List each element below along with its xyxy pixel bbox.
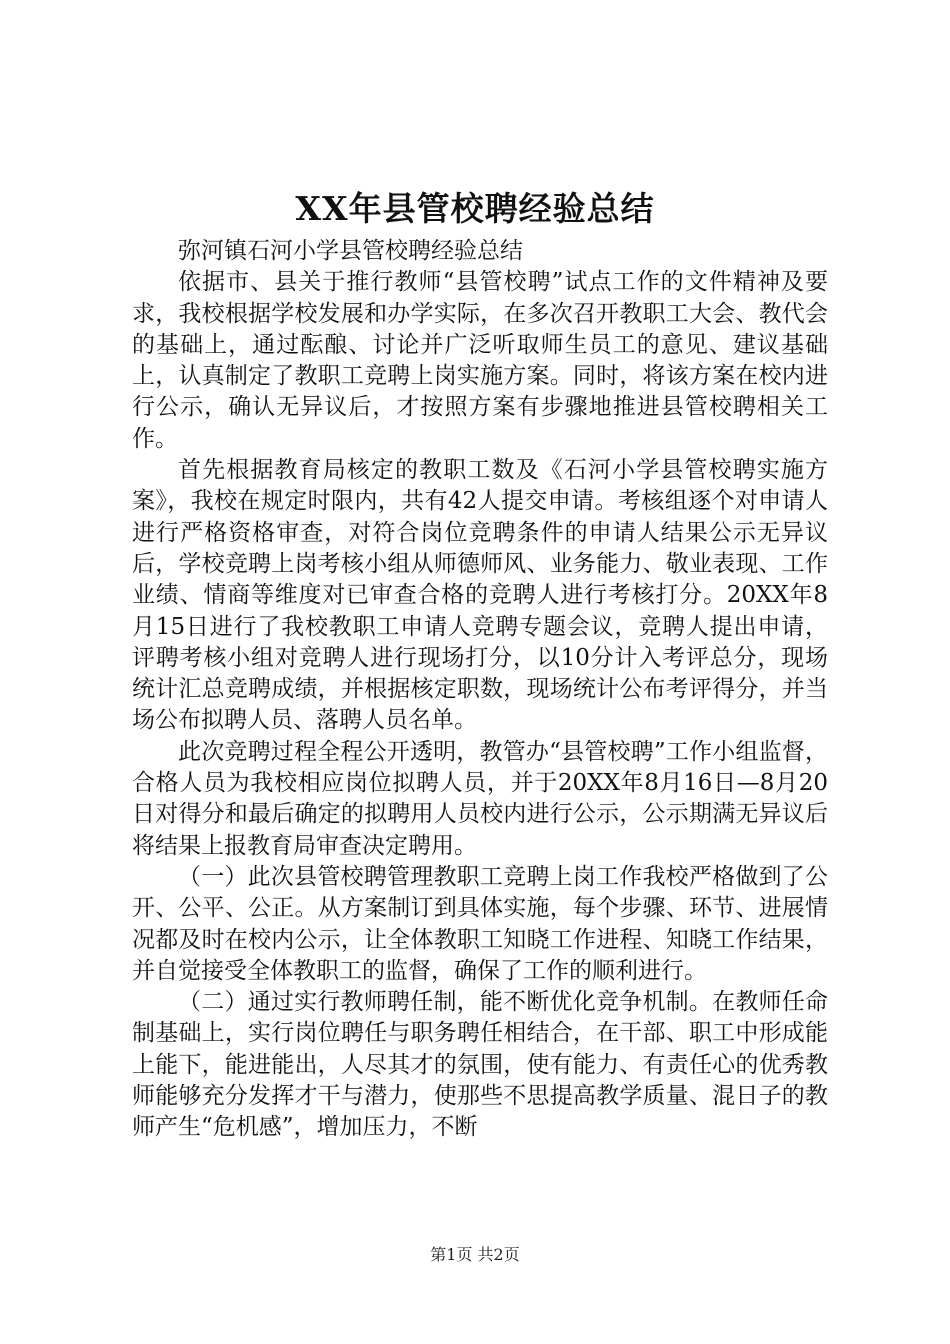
document-title: XX年县管校聘经验总结: [295, 189, 655, 228]
paragraph-basis: 依据市、县关于推行教师“县管校聘”试点工作的文件精神及要求，我校根据学校发展和办学实际，在多次召开教职工大会、教代会的基础上，通过酝酿、讨论并广泛听取师生员工的意见、建议基础上，认真制定了教职工竞聘上岗实施方案。同时，将该方案在校内进行公示，确认无异议后，才按照方案有步骤地推进县管校聘相关工作。: [132, 269, 828, 452]
page-footer: 第1页 共2页: [430, 1245, 520, 1264]
paragraph-transparency: 此次竞聘过程全程公开透明，教管办“县管校聘”工作小组监督，合格人员为我校相应岗位拟聘人员，并于20XX年8月16日—8月20日对得分和最后确定的拟聘用人员校内进行公示，公示期满无异议后将结果上报教育局审查决定聘用。: [132, 738, 828, 859]
paragraph-point-one: （一）此次县管校聘管理教职工竞聘上岗工作我校严格做到了公开、公平、公正。从方案制订到具体实施，每个步骤、环节、进展情况都及时在校内公示，让全体教职工知晓工作进程、知晓工作结果，并自觉接受全体教职工的监督，确保了工作的顺利进行。: [132, 863, 828, 984]
paragraph-process: 首先根据教育局核定的教职工数及《石河小学县管校聘实施方案》，我校在规定时限内，共有42人提交申请。考核组逐个对申请人进行严格资格审查，对符合岗位竞聘条件的申请人结果公示无异议后，学校竞聘上岗考核小组从师德师风、业务能力、敬业表现、工作业绩、情商等维度对已审查合格的竞聘人进行考核打分。20XX年8月15日进行了我校教职工申请人竞聘专题会议，竞聘人提出申请，评聘考核小组对竞聘人进行现场打分，以10分计入考评总分，现场统计汇总竞聘成绩，并根据核定职数，现场统计公布考评得分，并当场公布拟聘人员、落聘人员名单。: [132, 457, 828, 734]
paragraph-point-two: （二）通过实行教师聘任制，能不断优化竞争机制。在教师任命制基础上，实行岗位聘任与职务聘任相结合，在干部、职工中形成能上能下，能进能出，人尽其才的氛围，使有能力、有责任心的优秀教师能够充分发挥才干与潜力，使那些不思提高教学质量、混日子的教师产生“危机感”，增加压力，不断: [132, 989, 828, 1141]
paragraph-subtitle: 弥河镇石河小学县管校聘经验总结: [178, 238, 523, 264]
document-body: [132, 236, 828, 1144]
